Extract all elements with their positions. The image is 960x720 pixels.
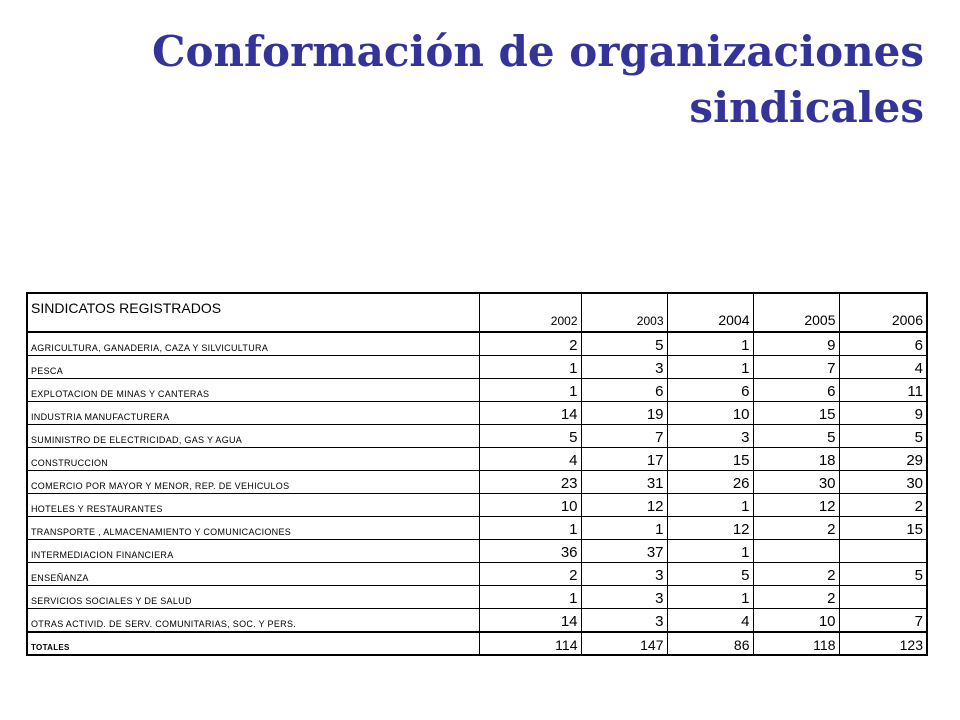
slide-title [44,24,924,136]
value-cell: 1 [667,356,753,379]
sector-cell: OTRAS ACTIVID. DE SERV. COMUNITARIAS, SOC. Y PERS. [27,609,479,633]
sector-cell: HOTELES Y RESTAURANTES [27,494,479,517]
table-row [27,586,927,609]
totals-row [27,632,927,655]
value-cell: 1 [479,586,581,609]
total-value-cell: 147 [581,632,667,655]
value-cell: 12 [753,494,839,517]
value-cell: 3 [581,586,667,609]
value-cell: 2 [479,563,581,586]
value-cell: 7 [839,609,927,633]
value-cell: 12 [581,494,667,517]
sector-cell: COMERCIO POR MAYOR Y MENOR, REP. DE VEHICULOS [27,471,479,494]
value-cell: 4 [479,448,581,471]
sector-cell: INDUSTRIA MANUFACTURERA [27,402,479,425]
value-cell: 12 [667,517,753,540]
value-cell: 2 [753,586,839,609]
value-cell: 1 [479,517,581,540]
value-cell: 11 [839,379,927,402]
value-cell: 26 [667,471,753,494]
table-row [27,356,927,379]
column-header-year: 2004 [667,293,753,332]
value-cell: 3 [581,609,667,633]
value-cell: 10 [667,402,753,425]
total-value-cell: 86 [667,632,753,655]
value-cell: 9 [753,332,839,356]
total-value-cell: 114 [479,632,581,655]
table-row [27,563,927,586]
value-cell: 5 [839,425,927,448]
value-cell [839,540,927,563]
value-cell: 9 [839,402,927,425]
value-cell: 30 [753,471,839,494]
column-header-year: 2006 [839,293,927,332]
value-cell: 10 [753,609,839,633]
value-cell: 5 [753,425,839,448]
sector-cell: PESCA [27,356,479,379]
column-header-year: 2003 [581,293,667,332]
value-cell: 1 [479,356,581,379]
value-cell: 31 [581,471,667,494]
value-cell: 1 [667,540,753,563]
value-cell: 2 [753,563,839,586]
value-cell: 2 [753,517,839,540]
table-row [27,332,927,356]
sector-cell: SERVICIOS SOCIALES Y DE SALUD [27,586,479,609]
value-cell: 19 [581,402,667,425]
sector-cell: CONSTRUCCION [27,448,479,471]
table-header-row [27,293,927,332]
value-cell: 5 [581,332,667,356]
total-value-cell: 118 [753,632,839,655]
value-cell: 5 [479,425,581,448]
sector-cell: ENSEÑANZA [27,563,479,586]
table-row [27,517,927,540]
value-cell: 6 [839,332,927,356]
value-cell: 6 [667,379,753,402]
value-cell: 3 [581,563,667,586]
value-cell [839,586,927,609]
value-cell: 15 [839,517,927,540]
value-cell: 1 [667,332,753,356]
table-row [27,494,927,517]
table-row [27,448,927,471]
value-cell: 3 [667,425,753,448]
value-cell: 6 [753,379,839,402]
value-cell: 37 [581,540,667,563]
value-cell: 6 [581,379,667,402]
value-cell: 1 [667,586,753,609]
sector-cell: AGRICULTURA, GANADERIA, CAZA Y SILVICULTURA [27,332,479,356]
value-cell: 2 [839,494,927,517]
value-cell: 1 [479,379,581,402]
value-cell: 30 [839,471,927,494]
value-cell: 17 [581,448,667,471]
sector-cell: EXPLOTACION DE MINAS Y CANTERAS [27,379,479,402]
value-cell: 1 [667,494,753,517]
value-cell: 23 [479,471,581,494]
value-cell: 18 [753,448,839,471]
table-row [27,471,927,494]
table-row [27,402,927,425]
column-header-sector: SINDICATOS REGISTRADOS [27,293,479,332]
total-value-cell: 123 [839,632,927,655]
table-body [27,332,927,655]
value-cell: 36 [479,540,581,563]
slide-title-line2: sindicales [689,83,924,132]
value-cell: 4 [667,609,753,633]
value-cell: 7 [753,356,839,379]
value-cell: 7 [581,425,667,448]
sector-cell: TRANSPORTE , ALMACENAMIENTO Y COMUNICACIONES [27,517,479,540]
column-header-year: 2005 [753,293,839,332]
value-cell: 2 [479,332,581,356]
value-cell: 29 [839,448,927,471]
unions-table [26,292,928,656]
value-cell: 5 [839,563,927,586]
value-cell: 1 [581,517,667,540]
sector-cell: SUMINISTRO DE ELECTRICIDAD, GAS Y AGUA [27,425,479,448]
value-cell: 14 [479,402,581,425]
table-row [27,540,927,563]
value-cell: 14 [479,609,581,633]
value-cell: 3 [581,356,667,379]
totals-label: TOTALES [27,632,479,655]
table-row [27,379,927,402]
slide-title-line1: Conformación de organizaciones [152,27,924,76]
value-cell: 5 [667,563,753,586]
value-cell: 15 [667,448,753,471]
table-row [27,425,927,448]
value-cell: 10 [479,494,581,517]
value-cell: 4 [839,356,927,379]
value-cell [753,540,839,563]
value-cell: 15 [753,402,839,425]
column-header-year: 2002 [479,293,581,332]
sector-cell: INTERMEDIACION FINANCIERA [27,540,479,563]
table-row [27,609,927,633]
